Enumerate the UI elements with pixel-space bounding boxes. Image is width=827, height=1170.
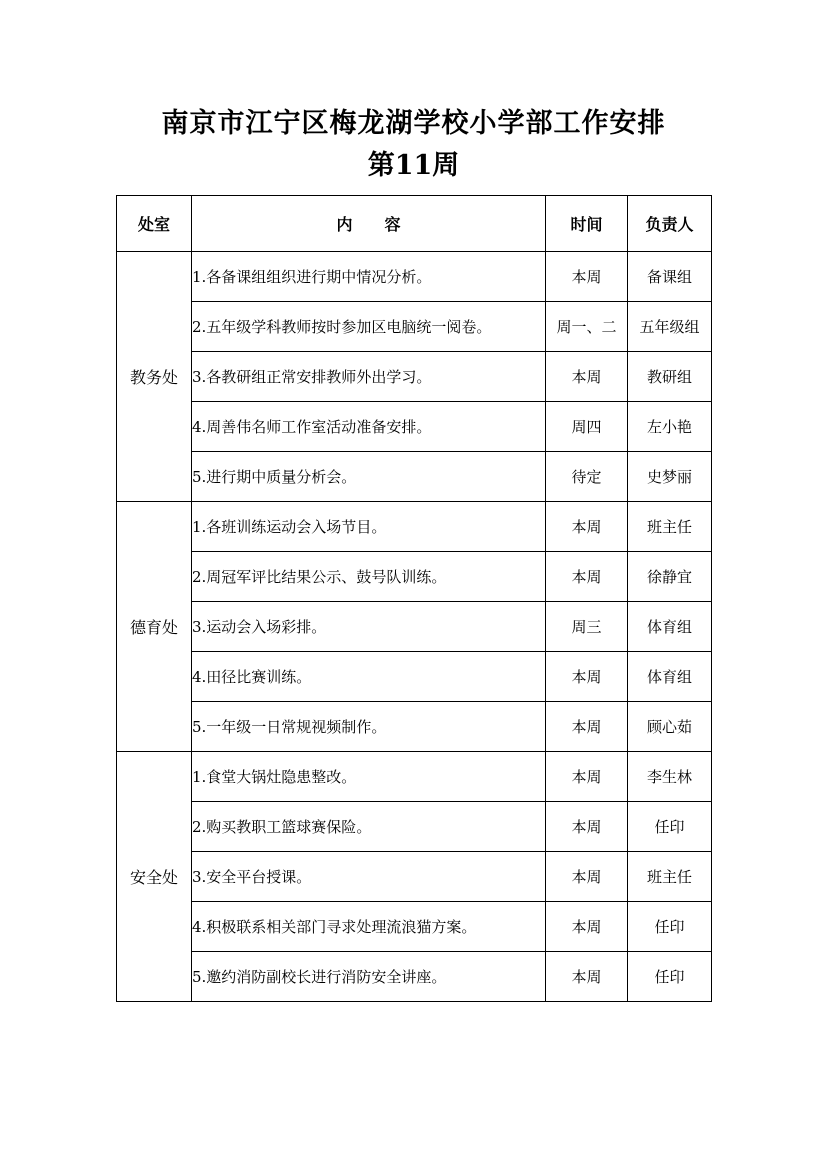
time-cell: 待定 xyxy=(546,452,628,502)
owner-cell: 任印 xyxy=(628,802,712,852)
week-subtitle: 第11周 xyxy=(367,150,460,181)
schedule-table xyxy=(116,195,712,1002)
content-cell: 2.周冠军评比结果公示、鼓号队训练。 xyxy=(192,552,546,602)
owner-cell: 教研组 xyxy=(628,352,712,402)
table-row xyxy=(117,552,712,602)
header-row xyxy=(117,196,712,252)
owner-cell: 李生林 xyxy=(628,752,712,802)
table-row xyxy=(117,252,712,302)
table-row xyxy=(117,452,712,502)
time-cell: 本周 xyxy=(546,552,628,602)
table-row xyxy=(117,502,712,552)
content-cell: 1.各班训练运动会入场节目。 xyxy=(192,502,546,552)
col-header-owner: 负责人 xyxy=(628,196,712,252)
owner-cell: 顾心茹 xyxy=(628,702,712,752)
time-cell: 本周 xyxy=(546,902,628,952)
owner-cell: 体育组 xyxy=(628,602,712,652)
time-cell: 本周 xyxy=(546,252,628,302)
time-cell: 本周 xyxy=(546,502,628,552)
owner-cell: 备课组 xyxy=(628,252,712,302)
owner-cell: 体育组 xyxy=(628,652,712,702)
owner-cell: 徐静宜 xyxy=(628,552,712,602)
time-cell: 本周 xyxy=(546,802,628,852)
table-row xyxy=(117,352,712,402)
time-cell: 周一、二 xyxy=(546,302,628,352)
table-row xyxy=(117,752,712,802)
table-row xyxy=(117,702,712,752)
col-header-dept: 处室 xyxy=(117,196,192,252)
content-cell: 5.一年级一日常规视频制作。 xyxy=(192,702,546,752)
owner-cell: 史梦丽 xyxy=(628,452,712,502)
owner-cell: 五年级组 xyxy=(628,302,712,352)
content-cell: 1.各备课组组织进行期中情况分析。 xyxy=(192,252,546,302)
col-header-content: 内 容 xyxy=(192,196,546,252)
content-cell: 2.五年级学科教师按时参加区电脑统一阅卷。 xyxy=(192,302,546,352)
owner-cell: 班主任 xyxy=(628,852,712,902)
time-cell: 本周 xyxy=(546,702,628,752)
dept-cell: 教务处 xyxy=(117,252,192,502)
table-row xyxy=(117,952,712,1002)
dept-cell: 安全处 xyxy=(117,752,192,1002)
content-cell: 4.积极联系相关部门寻求处理流浪猫方案。 xyxy=(192,902,546,952)
owner-cell: 班主任 xyxy=(628,502,712,552)
time-cell: 周三 xyxy=(546,602,628,652)
time-cell: 本周 xyxy=(546,652,628,702)
content-cell: 2.购买教职工篮球赛保险。 xyxy=(192,802,546,852)
content-cell: 4.田径比赛训练。 xyxy=(192,652,546,702)
content-cell: 1.食堂大锅灶隐患整改。 xyxy=(192,752,546,802)
time-cell: 本周 xyxy=(546,952,628,1002)
table-row xyxy=(117,852,712,902)
table-row xyxy=(117,652,712,702)
content-cell: 3.各教研组正常安排教师外出学习。 xyxy=(192,352,546,402)
col-header-time: 时间 xyxy=(546,196,628,252)
content-cell: 3.运动会入场彩排。 xyxy=(192,602,546,652)
dept-cell: 德育处 xyxy=(117,502,192,752)
time-cell: 本周 xyxy=(546,852,628,902)
table-row xyxy=(117,802,712,852)
content-cell: 4.周善伟名师工作室活动准备安排。 xyxy=(192,402,546,452)
time-cell: 本周 xyxy=(546,352,628,402)
table-row xyxy=(117,302,712,352)
time-cell: 本周 xyxy=(546,752,628,802)
content-cell: 5.邀约消防副校长进行消防安全讲座。 xyxy=(192,952,546,1002)
table-row xyxy=(117,402,712,452)
table-row xyxy=(117,902,712,952)
content-cell: 5.进行期中质量分析会。 xyxy=(192,452,546,502)
owner-cell: 任印 xyxy=(628,902,712,952)
time-cell: 周四 xyxy=(546,402,628,452)
content-cell: 3.安全平台授课。 xyxy=(192,852,546,902)
owner-cell: 左小艳 xyxy=(628,402,712,452)
owner-cell: 任印 xyxy=(628,952,712,1002)
page-title: 南京市江宁区梅龙湖学校小学部工作安排 xyxy=(161,108,666,139)
table-row xyxy=(117,602,712,652)
